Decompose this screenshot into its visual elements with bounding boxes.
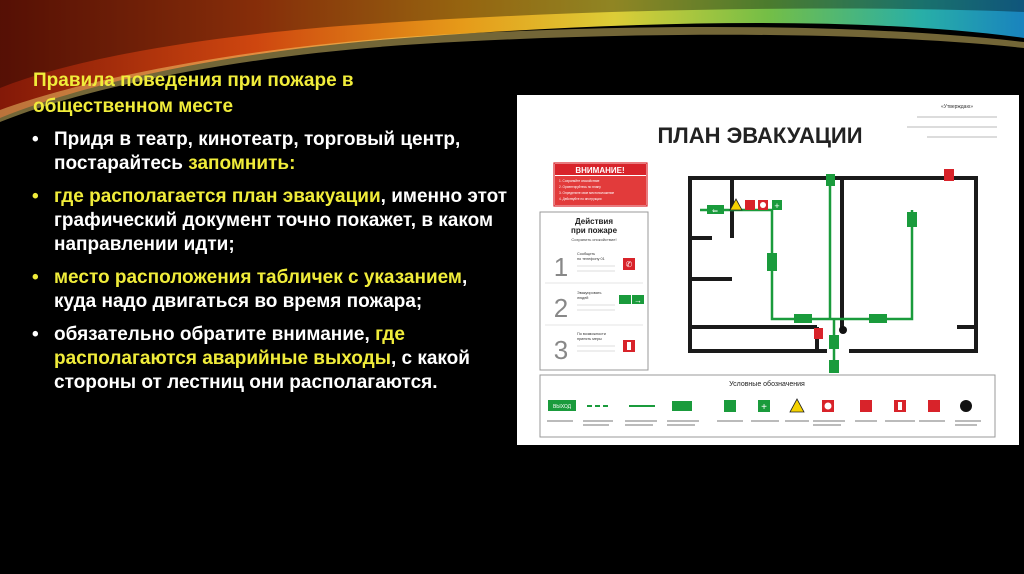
- phone-icon: [745, 200, 755, 210]
- exit-sign-icon: [619, 295, 631, 304]
- exit-arrow-icon: [869, 314, 887, 323]
- actions-header: при пожаре: [570, 226, 618, 235]
- exit-arrow-icon: [829, 335, 839, 349]
- plan-title: ПЛАН ЭВАКУАЦИИ: [657, 123, 863, 148]
- actions-subheader: Сохранить спокойствие!: [571, 237, 617, 242]
- approved-label: «Утверждаю»: [941, 104, 973, 110]
- exit-arrow-icon: [826, 174, 835, 186]
- actions-header: Действия: [574, 217, 614, 226]
- legend-exit-icon: [724, 400, 736, 412]
- legend-fire-hydrant-icon: [928, 400, 940, 412]
- bullet-item: [30, 185, 510, 257]
- bullet-dot: •: [32, 186, 39, 207]
- exit-arrow-icon: [794, 314, 812, 323]
- step-number: 1: [553, 252, 569, 282]
- extinguisher-icon: [944, 169, 954, 181]
- bullet-item: [30, 323, 510, 395]
- bullet-text-run: место расположения табличек с указанием: [54, 267, 462, 288]
- svg-text:+: +: [774, 201, 780, 211]
- step-text: По возможности: [577, 332, 606, 336]
- location-dot: [839, 326, 847, 334]
- bullet-dot: •: [32, 129, 39, 150]
- bullet-text: [54, 186, 507, 255]
- svg-text:→: →: [634, 296, 642, 305]
- step-number: 2: [553, 293, 569, 323]
- warning-line: 2. Ориентируйтесь по плану: [559, 185, 601, 189]
- step-text: Сообщить: [577, 252, 596, 256]
- bullet-text-run: , куда надо двигаться во время пожара;: [54, 267, 468, 312]
- bullet-text-run: запомнить:: [188, 153, 296, 174]
- bullet-text-run: обязательно обратите внимание,: [54, 324, 376, 345]
- legend-exit-label: ВЫХОД: [552, 404, 572, 410]
- exit-arrow-icon: [829, 360, 839, 373]
- bullet-list: [30, 128, 510, 404]
- step-text: Эвакуировать: [577, 291, 602, 295]
- bullet-dot: •: [32, 267, 39, 288]
- step-number: 3: [553, 335, 569, 365]
- step-text: людей: [577, 296, 589, 300]
- bullet-text: [54, 129, 460, 174]
- svg-text:✆: ✆: [625, 260, 633, 269]
- bullet-dot: •: [32, 324, 39, 345]
- warning-header: ВНИМАНИЕ!: [575, 166, 625, 175]
- legend-exit-arrow: [672, 401, 692, 411]
- svg-text:+: +: [761, 402, 767, 413]
- warning-line: 1. Сохраняйте спокойствие: [559, 179, 600, 183]
- bullet-text-run: где располагаются аварийные выходы: [54, 324, 405, 369]
- bullet-text-run: Придя в театр, кинотеатр, торговый центр, постарайтесь: [54, 129, 461, 174]
- exit-arrow-icon: [907, 212, 917, 227]
- svg-text:⇐: ⇐: [712, 208, 718, 215]
- bullet-item: [30, 266, 510, 314]
- bullet-text: [54, 267, 467, 312]
- bullet-text: [54, 324, 470, 393]
- evacuation-plan-image: [517, 95, 1019, 445]
- warning-line: 4. Действуйте по инструкции: [559, 197, 602, 201]
- slide-title: Правила поведения при пожаре в общественном месте: [33, 70, 354, 117]
- legend-location-dot: [960, 400, 972, 412]
- bullet-text-run: где располагается план эвакуации: [54, 186, 381, 207]
- step-text: принять меры: [577, 337, 602, 341]
- bullet-text-run: , именно этот графический документ точно покажет, в каком направлении идти;: [54, 186, 508, 255]
- warning-line: 3. Определите свое местоположение: [559, 191, 615, 195]
- exit-arrow-icon: [767, 253, 777, 271]
- bullet-text-run: , с какой стороны от лестниц они располагаются.: [54, 348, 470, 393]
- extinguisher-icon: [814, 328, 823, 339]
- legend-phone-icon: [860, 400, 872, 412]
- bullet-item: [30, 128, 510, 176]
- step-text: по телефону 01: [577, 257, 605, 261]
- legend-title: Условные обозначения: [729, 381, 805, 388]
